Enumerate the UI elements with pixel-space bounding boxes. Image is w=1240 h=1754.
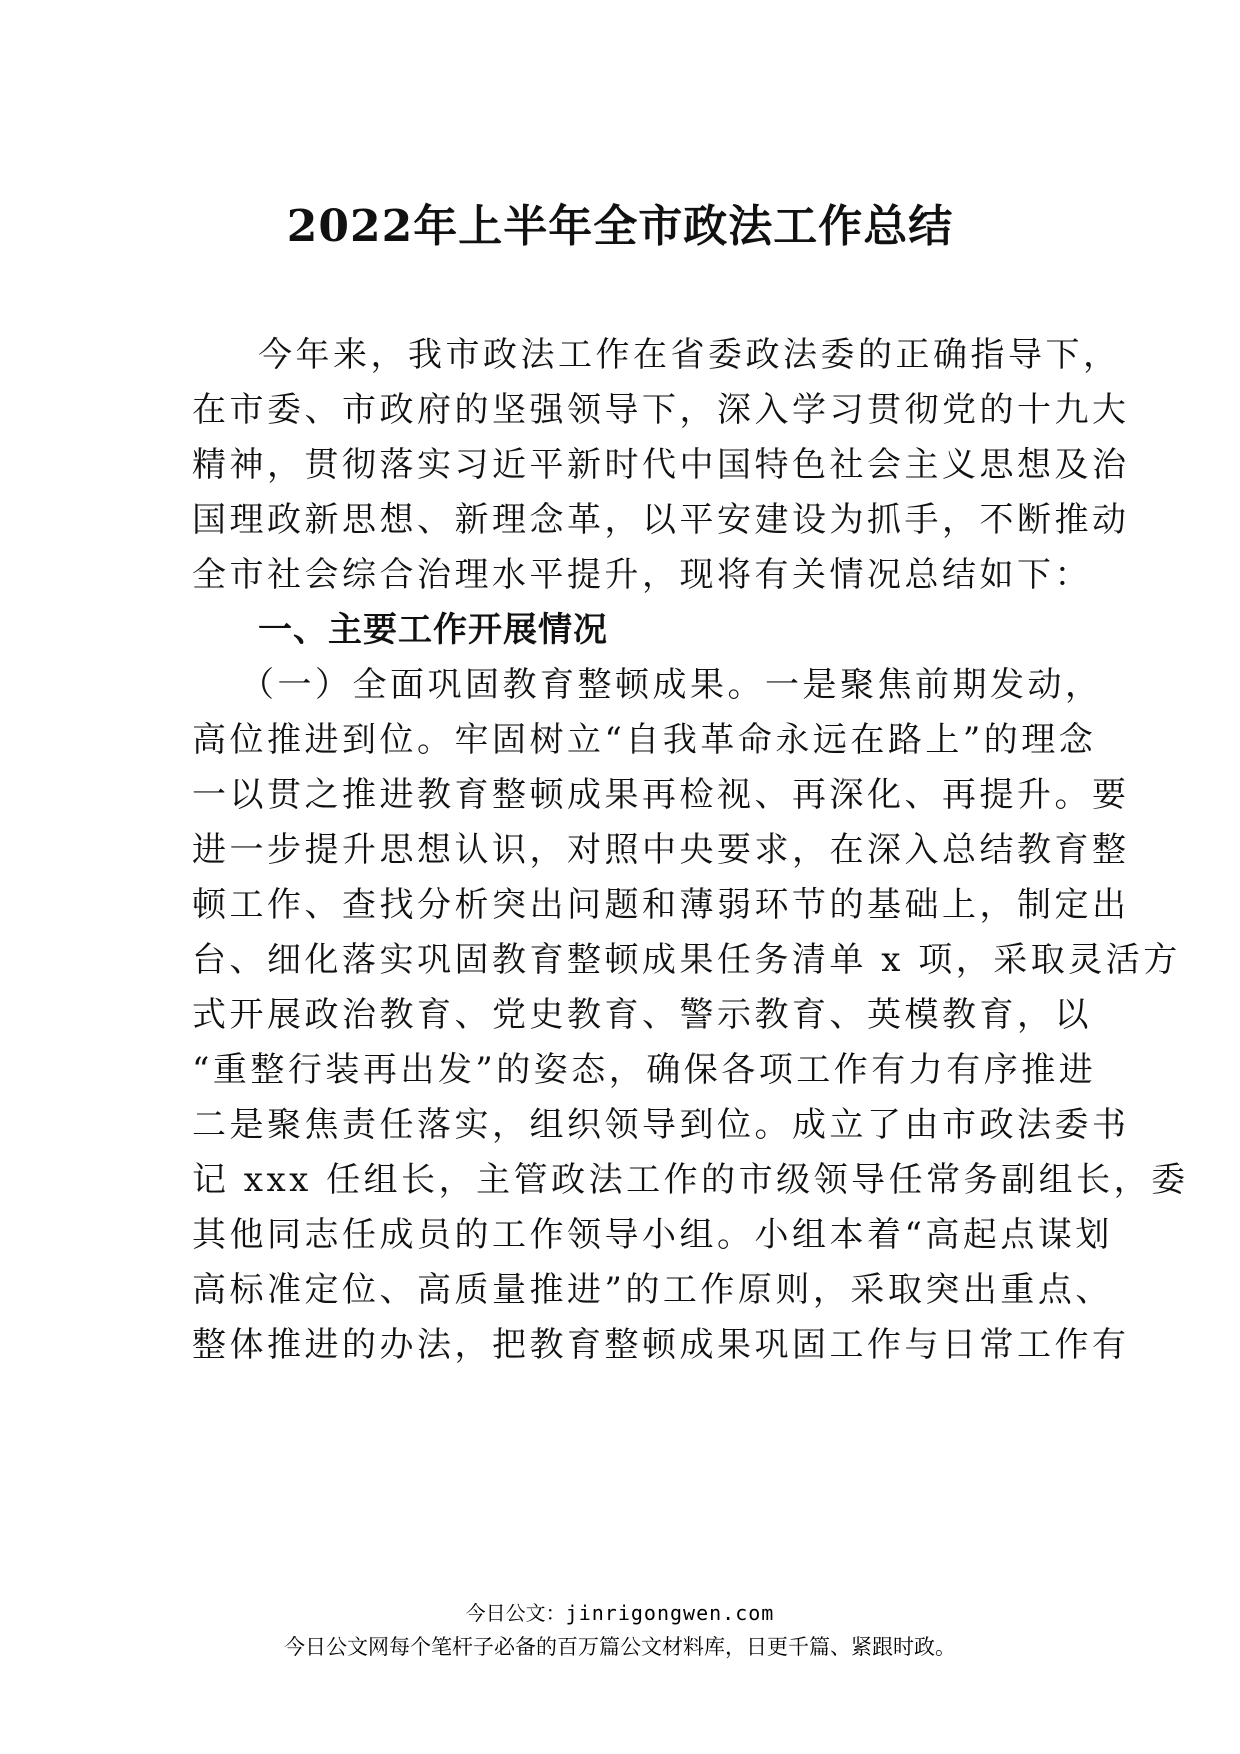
paragraph-line: 全市社会综合治理水平提升，现将有关情况总结如下： xyxy=(192,555,1092,595)
paragraph-line: 台、细化落实巩固教育整顿成果任务清单 x 项，采取灵活方 xyxy=(192,940,1181,980)
paragraph-line: 记 xxx 任组长，主管政法工作的市级领导任常务副组长，委 xyxy=(192,1160,1189,1200)
document-title: 2022年上半年全市政法工作总结 xyxy=(286,201,954,252)
paragraph-line: 进一步提升思想认识，对照中央要求，在深入总结教育整 xyxy=(192,830,1130,870)
paragraph-line: 国理政新思想、新理念革，以平安建设为抓手，不断推动 xyxy=(192,500,1130,540)
paragraph-line: 式开展政治教育、党史教育、警示教育、英模教育，以 xyxy=(192,995,1092,1035)
paragraph-line: 顿工作、查找分析突出问题和薄弱环节的基础上，制定出 xyxy=(192,885,1130,925)
paragraph-line: “重整行装再出发”的姿态，确保各项工作有力有序推进 xyxy=(192,1050,1097,1090)
footer-site-label: 今日公文： xyxy=(465,1601,566,1625)
paragraph-line: （一）全面巩固教育整顿成果。一是聚焦前期发动， xyxy=(240,665,1103,705)
paragraph-line: 高位推进到位。牢固树立“自我革命永远在路上”的理念 xyxy=(192,720,1097,760)
paragraph-line: 二是聚焦责任落实，组织领导到位。成立了由市政法委书 xyxy=(192,1105,1130,1145)
paragraph-line: 高标准定位、高质量推进”的工作原则，采取突出重点、 xyxy=(192,1270,1113,1310)
footer-site-link[interactable]: jinrigongwen.com xyxy=(565,1601,775,1625)
paragraph-line: 精神，贯彻落实习近平新时代中国特色社会主义思想及治 xyxy=(192,445,1130,485)
footer-slogan: 今日公文网每个笔杆子必备的百万篇公文材料库，日更千篇、紧跟时政。 xyxy=(284,1635,956,1659)
paragraph-line: 整体推进的办法，把教育整顿成果巩固工作与日常工作有 xyxy=(192,1325,1130,1365)
paragraph-line: 今年来，我市政法工作在省委政法委的正确指导下， xyxy=(258,335,1121,375)
paragraph-line: 其他同志任成员的工作领导小组。小组本着“高起点谋划 xyxy=(192,1215,1113,1255)
paragraph-line: 一以贯之推进教育整顿成果再检视、再深化、再提升。要 xyxy=(192,775,1130,815)
section-heading: 一、主要工作开展情况 xyxy=(258,610,608,650)
footer-site xyxy=(0,1597,1240,1626)
paragraph-line: 在市委、市政府的坚强领导下，深入学习贯彻党的十九大 xyxy=(192,390,1130,430)
